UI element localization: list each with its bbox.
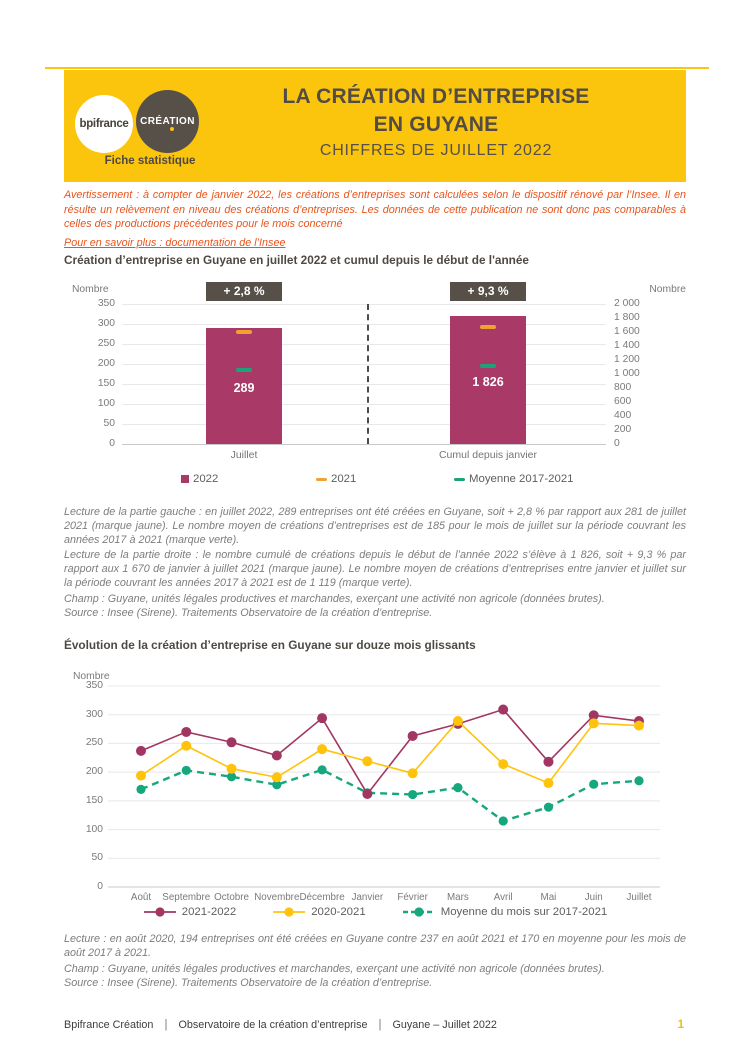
bar-value-label: 1 826: [472, 375, 504, 389]
footer-item-brand: Bpifrance Création: [64, 1019, 154, 1031]
data-point: [136, 785, 145, 794]
month-label: Décembre: [299, 892, 345, 903]
lecture2-paragraph: Lecture : en août 2020, 194 entreprises ont été créées en Guyane contre 237 en août 2021 et 170 en moyenne pour les mois de août 2017 à 2021.: [64, 933, 686, 959]
y-axis-tick: 250: [85, 737, 103, 749]
data-point: [362, 789, 372, 799]
pct-badge: + 2,8 %: [206, 282, 282, 301]
gridline: [122, 444, 606, 445]
source2-paragraph: Source : Insee (Sirene). Traitements Observatoire de la création d’entreprise.: [64, 977, 433, 989]
page-number: 1: [677, 1019, 684, 1031]
marker-2021: [236, 330, 252, 334]
page-title-line1: LA CRÉATION D’ENTREPRISE: [282, 85, 590, 108]
line-chart-legend-item: [143, 906, 236, 918]
y-axis-tick-left: 0: [109, 438, 115, 449]
section2-title: Évolution de la création d’entreprise en Guyane sur douze mois glissants: [64, 638, 476, 652]
y-axis-tick-right: 0: [614, 438, 620, 449]
champ-paragraph: Champ : Guyane, unités légales productives et marchandes, exerçant une activité non agricole (données brutes).: [64, 593, 605, 605]
y-axis-tick: 0: [97, 881, 103, 892]
y-axis-tick-right: 1 200: [614, 354, 640, 365]
y-axis-tick-left: 50: [103, 418, 115, 429]
marker-moyenne: [480, 364, 496, 368]
bpifrance-logo-text: bpifrance: [79, 118, 129, 130]
footer-separator: |: [378, 1019, 382, 1031]
line-chart-svg: [64, 668, 686, 905]
x-axis-group-label: Cumul depuis janvier: [438, 449, 538, 461]
data-point: [272, 750, 282, 760]
month-label: Janvier: [351, 892, 384, 903]
y-axis-tick-right: 2 000: [614, 298, 640, 309]
month-label: Mars: [447, 892, 469, 903]
data-point: [498, 705, 508, 715]
data-point: [453, 716, 463, 726]
bar-chart-legend-item: [316, 472, 356, 486]
marker-2021: [480, 325, 496, 329]
data-point: [634, 776, 643, 785]
insee-doc-link[interactable]: Pour en savoir plus : documentation de l’Insee: [64, 237, 286, 249]
fiche-statistique-label: Fiche statistique: [104, 155, 196, 167]
champ2-paragraph: Champ : Guyane, unités légales productives et marchandes, exerçant une activité non agricole (données brutes).: [64, 963, 605, 975]
line-chart: [64, 668, 686, 905]
data-point: [408, 731, 418, 741]
data-point: [498, 759, 508, 769]
legend-label: 2020-2021: [311, 906, 366, 918]
legend-line-dot-icon: [272, 906, 306, 918]
page-header: [64, 70, 686, 182]
gridline: [122, 364, 606, 365]
creation-logo-text: CRÉATION: [140, 116, 195, 127]
month-label: Février: [397, 892, 428, 903]
y-axis-tick-right: 600: [614, 396, 632, 407]
y-axis-tick: 50: [91, 852, 103, 864]
series-line-2021-2022: [141, 710, 639, 794]
data-point: [362, 756, 372, 766]
y-axis-tick: 350: [85, 680, 103, 691]
y-axis-tick-left: 150: [97, 378, 115, 389]
data-point: [543, 778, 553, 788]
y-axis-tick: 100: [85, 823, 103, 835]
footer-separator: |: [164, 1019, 168, 1031]
month-label: Mai: [540, 892, 557, 903]
data-point: [181, 727, 191, 737]
series-line-Moyenne du mois sur 2017-2021: [141, 770, 639, 821]
data-point: [181, 741, 191, 751]
data-point: [499, 816, 508, 825]
line-chart-legend-item: [402, 906, 608, 918]
line-chart-legend-item: [272, 906, 365, 918]
y-axis-tick-left: 100: [97, 398, 115, 409]
gridline: [122, 404, 606, 405]
y-axis-tick-right: 1 600: [614, 326, 640, 337]
month-label: Avril: [493, 892, 513, 903]
source-paragraph: Source : Insee (Sirene). Traitements Observatoire de la création d’entreprise.: [64, 607, 433, 619]
y-axis-tick: 300: [85, 708, 103, 720]
data-point: [136, 746, 146, 756]
data-point: [317, 744, 327, 754]
legend-label: 2022: [193, 473, 219, 485]
legend-line-dot-icon: [143, 906, 177, 918]
legend-label: Moyenne du mois sur 2017-2021: [440, 906, 608, 918]
page-title-line2: EN GUYANE: [373, 113, 499, 136]
panel-divider: [367, 304, 369, 444]
marker-moyenne: [236, 368, 252, 372]
data-point: [543, 757, 553, 767]
gridline: [122, 424, 606, 425]
legend-label: 2021: [331, 473, 357, 485]
data-point: [544, 803, 553, 812]
top-divider-rule: [45, 67, 709, 69]
data-point: [317, 713, 327, 723]
data-point: [589, 718, 599, 728]
legend-square-icon: [181, 475, 189, 483]
y-axis-tick-right: 800: [614, 382, 632, 393]
gridline: [122, 384, 606, 385]
creation-logo-yellow-dot-icon: [170, 127, 174, 131]
bar-chart-right-axis-name: Nombre: [649, 284, 686, 295]
month-label: Juin: [584, 892, 603, 903]
y-axis-tick-right: 1 800: [614, 312, 640, 323]
line-chart-legend: [64, 906, 686, 918]
data-point: [136, 771, 146, 781]
lecture-left-paragraph: Lecture de la partie gauche : en juillet 2022, 289 entreprises ont été créées en Guyane, soit + 2,8 % par rapport aux 281 de juillet 2021 (marque jaune). Le nombre moyen de créations d’entreprises est de 185 pour le mois de juillet sur la période couvrant les années 2017 à 2021 (marque verte).: [64, 506, 686, 546]
bar-chart-legend-item: [454, 472, 574, 486]
bpifrance-logo: [75, 95, 133, 153]
gridline: [122, 344, 606, 345]
month-label: Juillet: [626, 892, 652, 903]
data-point: [634, 721, 644, 731]
month-label: Septembre: [162, 892, 211, 903]
data-point: [272, 772, 282, 782]
y-axis-tick: 200: [85, 766, 103, 778]
footer-item-observatory: Observatoire de la création d’entreprise: [178, 1019, 368, 1031]
y-axis-tick-left: 250: [97, 338, 115, 349]
month-label: Octobre: [214, 892, 249, 903]
y-axis-tick-left: 350: [97, 298, 115, 309]
header-titles: [186, 83, 686, 160]
data-point: [182, 766, 191, 775]
data-point: [408, 768, 418, 778]
footer-item-region-date: Guyane – Juillet 2022: [392, 1019, 497, 1031]
data-point: [317, 765, 326, 774]
page-footer: [64, 1019, 686, 1031]
legend-dash-icon: [454, 478, 465, 481]
month-label: Novembre: [254, 892, 300, 903]
data-point: [227, 764, 237, 774]
y-axis-tick-right: 200: [614, 424, 632, 435]
data-point: [589, 780, 598, 789]
y-axis-tick-left: 300: [97, 318, 115, 329]
legend-line-dot-icon: [402, 906, 436, 918]
data-point: [227, 737, 237, 747]
y-axis-tick-left: 200: [97, 358, 115, 369]
lecture-right-paragraph: Lecture de la partie droite : le nombre cumulé de créations depuis le début de l’année 2022 s’élève à 1 826, soit + 9,3 % par rapport aux 1 670 de janvier à juillet 2021 (marque jaune). Le nombre moyen de créations d’entreprises entre janvier et juillet sur la période couvrant les années 2017 à 2021 est de 1 119 (marque verte).: [64, 549, 686, 589]
line-chart-axis-name: Nombre: [73, 671, 110, 682]
pct-badge: + 9,3 %: [450, 282, 526, 301]
insee-warning-text: Avertissement : à compter de janvier 2022, les créations d’entreprises sont calculées selon le dispositif rénové par l’Insee. Il en résulte un relèvement en niveau des créations d’entreprises. Les données de cette publication ne sont donc pas comparables à celles des productions précédentes pour le mois concerné: [64, 189, 686, 231]
legend-dash-icon: [316, 478, 327, 481]
y-axis-tick-right: 1 400: [614, 340, 640, 351]
insee-doc-link-row: [64, 237, 285, 249]
y-axis-tick: 150: [85, 794, 103, 806]
bar-value-label: 289: [233, 381, 255, 395]
bar-chart-left-axis-name: Nombre: [72, 284, 109, 295]
section1-title: Création d’entreprise en Guyane en juillet 2022 et cumul depuis le début de l'année: [64, 253, 529, 267]
page-subtitle: CHIFFRES DE JUILLET 2022: [319, 142, 553, 159]
month-label: Août: [130, 892, 152, 903]
y-axis-tick-right: 1 000: [614, 368, 640, 379]
bar-chart-legend-item: [181, 472, 218, 486]
data-point: [408, 790, 417, 799]
x-axis-group-label: Juillet: [230, 449, 258, 461]
legend-label: Moyenne 2017-2021: [469, 473, 574, 485]
gridline: [122, 324, 606, 325]
y-axis-tick-right: 400: [614, 410, 632, 421]
bar-chart: [64, 282, 686, 494]
gridline: [122, 304, 606, 305]
data-point: [453, 783, 462, 792]
legend-label: 2021-2022: [181, 906, 237, 918]
